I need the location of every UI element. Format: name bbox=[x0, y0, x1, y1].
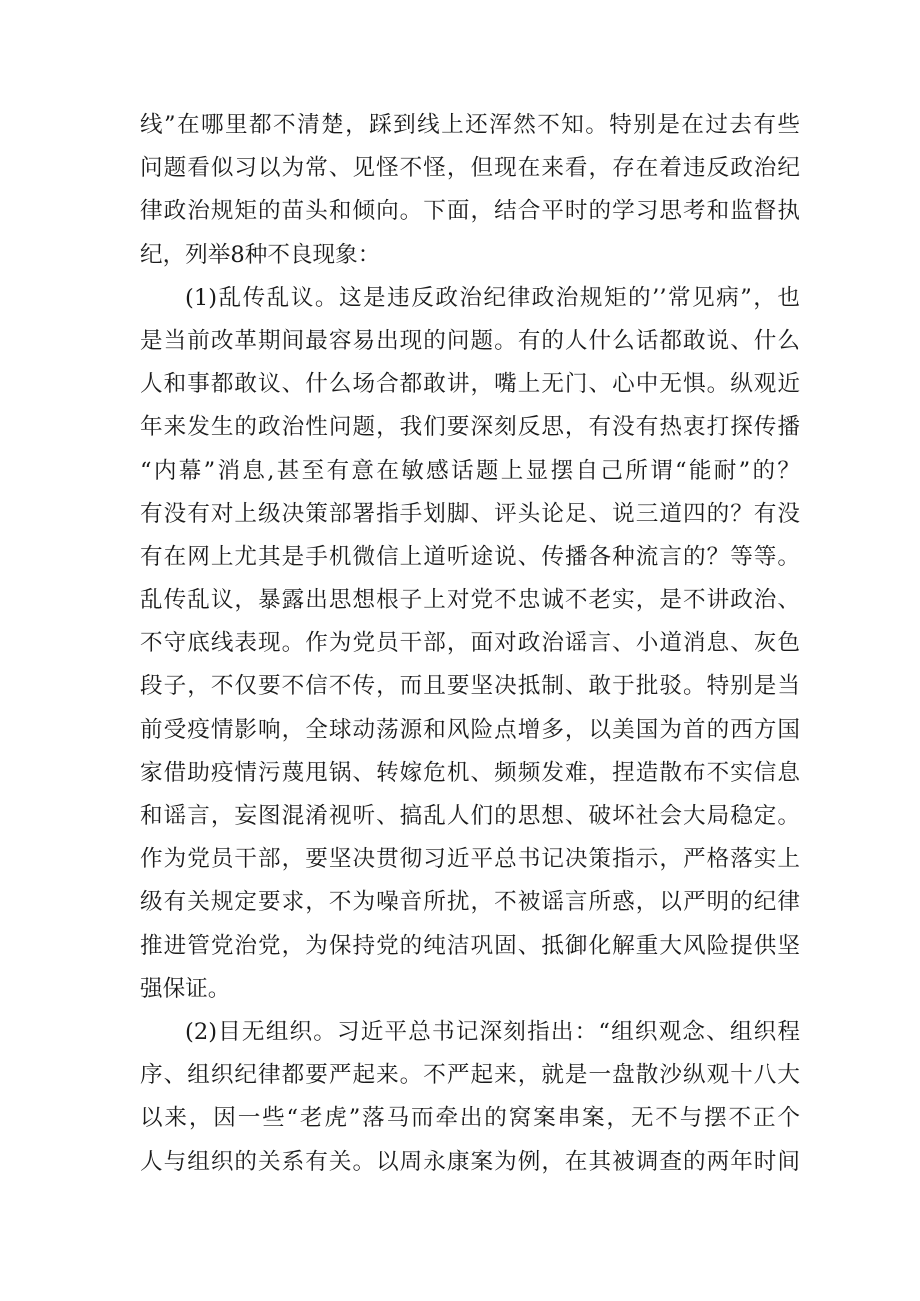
text-line: 段子，不仅要不信不传，而且要坚决抵制、敢于批驳。特别是当 bbox=[140, 673, 800, 700]
text-line: 乱传乱议，暴露出思想根子上对党不忠诚不老实，是不讲政治、 bbox=[140, 587, 800, 614]
text-line: 和谣言，妄图混淆视听、搞乱人们的思想、破坏社会大局稳定。 bbox=[140, 803, 800, 829]
text-line: 人和事都敢议、什么场合都敢讲，嘴上无门、心中无惧。纵观近 bbox=[140, 371, 800, 398]
text-line: 以来，因一些“老虎”落马而牵出的窝案串案，无不与摆不正个 bbox=[140, 1105, 800, 1132]
text-line: 前受疫情影响，全球动荡源和风险点增多，以美国为首的西方国 bbox=[140, 716, 800, 743]
text-line: 线”在哪里都不清楚，踩到线上还浑然不知。特别是在过去有些 bbox=[140, 112, 800, 138]
text-line: 强保证。 bbox=[140, 975, 231, 1002]
text-line: 级有关规定要求，不为噪音所扰，不被谣言所惑，以严明的纪律 bbox=[140, 889, 800, 916]
text-line: 纪，列举8种不良现象： bbox=[140, 241, 381, 268]
text-line: 律政治规矩的苗头和倾向。下面，结合平时的学习思考和监督执 bbox=[140, 198, 800, 225]
text-line: 有没有对上级决策部署指手划脚、评头论足、说三道四的？有没 bbox=[140, 500, 800, 527]
text-line: 推进管党治党，为保持党的纯洁巩固、抵御化解重大风险提供坚 bbox=[140, 932, 800, 959]
document-body bbox=[140, 104, 800, 1184]
text-line: 有在网上尤其是手机微信上道听途说、传播各种流言的？等等。 bbox=[140, 543, 800, 570]
text-line: 序、组织纪律都要严起来。不严起来，就是一盘散沙纵观十八大 bbox=[140, 1062, 800, 1089]
text-line: (2)目无组织。习近平总书记深刻指出：“组织观念、组织程 bbox=[185, 1018, 800, 1045]
text-line: 年来发生的政治性问题，我们要深刻反思，有没有热衷打探传播 bbox=[140, 414, 800, 441]
text-line: 人与组织的关系有关。以周永康案为例，在其被调查的两年时间 bbox=[140, 1148, 800, 1175]
text-line: 家借助疫情污蔑甩锅、转嫁危机、频频发难，捏造散布不实信息 bbox=[140, 759, 800, 786]
text-line: 问题看似习以为常、见怪不怪，但现在来看，存在着违反政治纪 bbox=[140, 155, 800, 182]
text-line: “内幕”消息,甚至有意在敏感话题上显摆自己所谓“能耐”的？ bbox=[140, 457, 800, 484]
text-line: 不守底线表现。作为党员干部，面对政治谣言、小道消息、灰色 bbox=[140, 630, 800, 657]
text-line: 是当前改革期间最容易出现的问题。有的人什么话都敢说、什么 bbox=[140, 327, 800, 354]
text-line: 作为党员干部，要坚决贯彻习近平总书记决策指示，严格落实上 bbox=[140, 846, 800, 873]
text-line: (1)乱传乱议。这是违反政治纪律政治规矩的’’常见病”，也 bbox=[185, 284, 800, 311]
